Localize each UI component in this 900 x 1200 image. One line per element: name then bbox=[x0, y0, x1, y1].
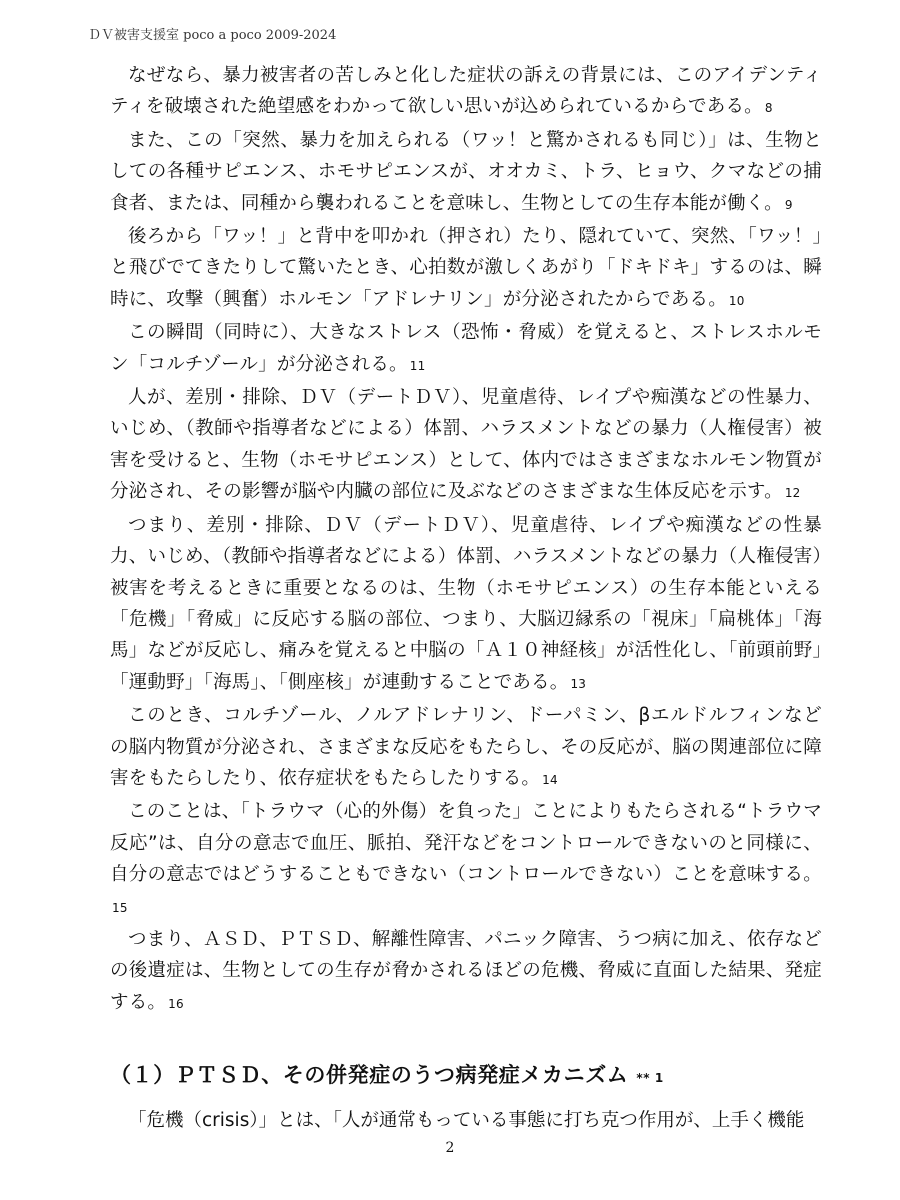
footnote-ref: 9 bbox=[784, 197, 793, 212]
paragraph-4 bbox=[110, 317, 822, 382]
footnote-ref: 10 bbox=[728, 293, 745, 308]
paragraph-text: この瞬間（同時に）、大きなストレス（恐怖・脅威）を覚えると、ストレスホルモン「コルチゾール」が分泌される。 bbox=[110, 322, 822, 375]
section-heading-text: （１）ＰＴＳＤ、その併発症のうつ病発症メカニズム bbox=[110, 1063, 629, 1087]
paragraph-text: このことは、「トラウマ（心的外傷）を負った」ことによりもたらされる“トラウマ反応”は、自分の意志で血圧、脈拍、発汗などをコントロールできないのと同様に、自分の意志ではどうすることもできない（コントロールできない）ことを意味する。 bbox=[110, 801, 822, 886]
footnote-ref: 16 bbox=[168, 996, 184, 1011]
section-heading-note: ** 1 bbox=[636, 1071, 664, 1085]
paragraph-text: また、この「突然、暴力を加えられる（ワッ！と驚かされるも同じ）」は、生物としての各種サピエンス、ホモサピエンスが、オオカミ、トラ、ヒョウ、クマなどの捕食者、または、同種から襲われることを意味し、生物としての生存本能が働く。 bbox=[110, 129, 822, 214]
paragraph-7 bbox=[110, 700, 822, 796]
section-heading bbox=[110, 1060, 822, 1093]
section-block bbox=[110, 1060, 822, 1136]
paragraph-1 bbox=[110, 60, 822, 125]
footnote-ref: 13 bbox=[570, 676, 587, 691]
paragraph-8 bbox=[110, 796, 822, 924]
body-text bbox=[110, 60, 822, 1020]
paragraph-3 bbox=[110, 221, 822, 317]
paragraph-9 bbox=[110, 924, 822, 1020]
footnote-ref: 11 bbox=[409, 358, 426, 373]
page-number: 2 bbox=[445, 1140, 455, 1156]
section-first-line: 「危機（crisis）」とは、「人が通常もっている事態に打ち克つ作用が、上手く機能 bbox=[128, 1110, 805, 1131]
paragraph-5 bbox=[110, 382, 822, 510]
footnote-ref: 12 bbox=[784, 486, 801, 501]
paragraph-text: 後ろから「ワッ！」と背中を叩かれ（押され）たり、隠れていて、突然、「ワッ！」と飛びでてきたりして驚いたとき、心拍数が激しくあがり「ドキドキ」するのは、瞬時に、攻撃（興奮）ホルモン「アドレナリン」が分泌されたからである。 bbox=[110, 226, 822, 310]
paragraph-text: このとき、コルチゾール、ノルアドレナリン、ドーパミン、βエルドルフィンなどの脳内物質が分泌され、さまざまな反応をもたらし、その反応が、脳の関連部位に障害をもたらしたり、依存症状をもたらしたりする。 bbox=[110, 705, 822, 789]
paragraph-text: なぜなら、暴力被害者の苦しみと化した症状の訴えの背景には、このアイデンティティを破壊された絶望感をわかって欲しい思いが込められているからである。 bbox=[110, 65, 822, 118]
running-header: ＤＶ被害支援室 poco a poco 2009-2024 bbox=[88, 28, 337, 43]
paragraph-6 bbox=[110, 510, 822, 700]
footnote-ref: 14 bbox=[542, 772, 558, 787]
paragraph-text: 人が、差別・排除、ＤＶ（デートＤＶ）、児童虐待、レイプや痴漢などの性暴力、いじめ、（教師や指導者などによる）体罰、ハラスメントなどの暴力（人権侵害）被害を受けると、生物（ホモサピエンス）として、体内ではさまざまなホルモン物質が分泌され、その影響が脳や内臓の部位に及ぶなどのさまざまな生体反応を示す。 bbox=[110, 387, 822, 503]
paragraph-text: つまり、差別・排除、ＤＶ（デートＤＶ）、児童虐待、レイプや痴漢などの性暴力、いじめ、（教師や指導者などによる）体罰、ハラスメントなどの暴力（人権侵害）被害を考えるときに重要となるのは、生物（ホモサピエンス）の生存本能といえる「危機」「脅威」に反応する脳の部位、つまり、大脳辺縁系の「視床」「扁桃体」「海馬」などが反応し、痛みを覚えると中脳の「Ａ１０神経核」が活性化し、「前頭前野」「運動野」「海馬」、「側座核」が連動することである。 bbox=[110, 514, 822, 693]
footnote-ref: 15 bbox=[112, 900, 128, 915]
footnote-ref: 8 bbox=[764, 101, 773, 116]
paragraph-text: つまり、ＡＳＤ、ＰＴＳＤ、解離性障害、パニック障害、うつ病に加え、依存などの後遺症は、生物としての生存が脅かされるほどの危機、脅威に直面した結果、発症する。 bbox=[110, 928, 822, 1013]
paragraph-2 bbox=[110, 125, 822, 221]
